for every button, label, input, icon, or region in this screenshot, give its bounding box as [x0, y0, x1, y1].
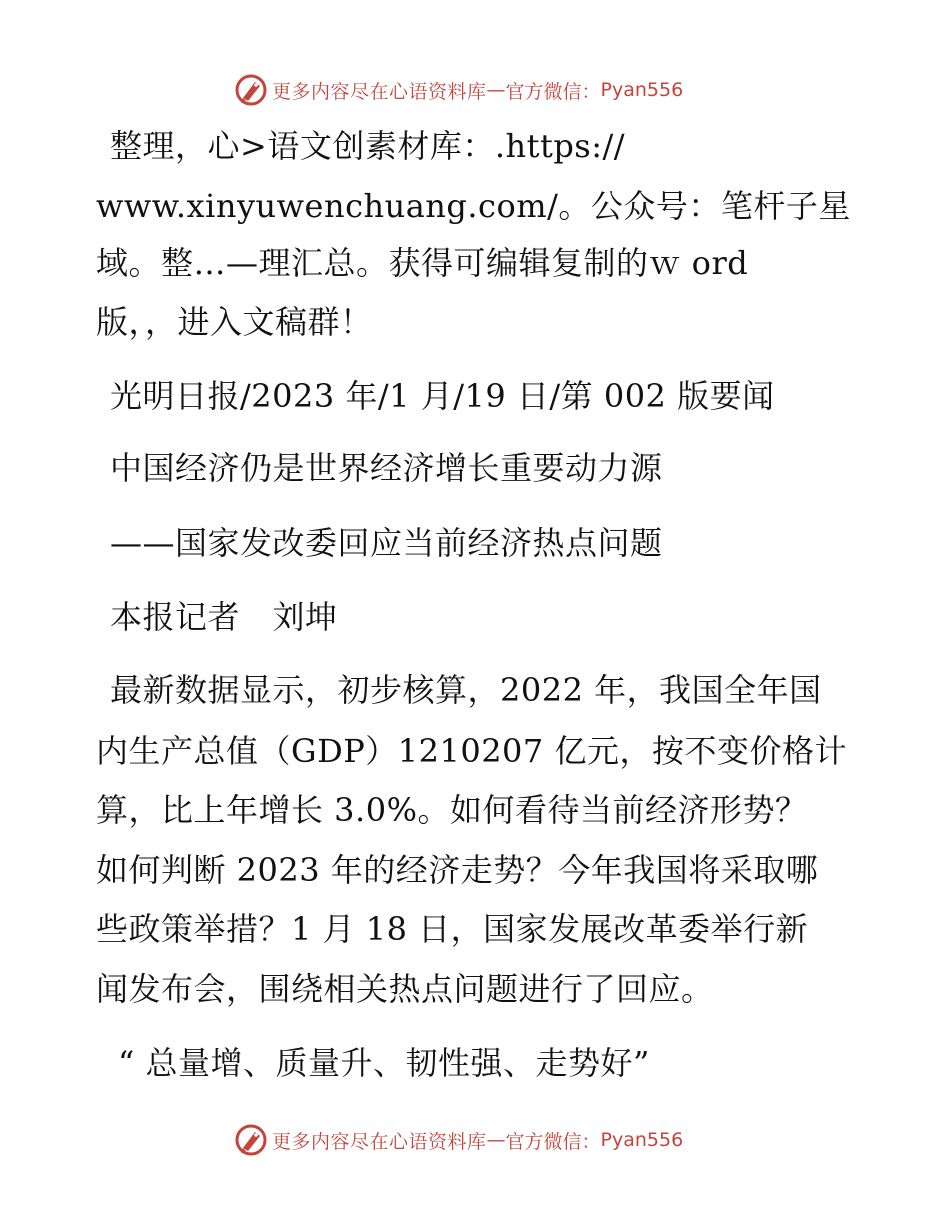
body-line-6: 闻发布会，围绕相关热点问题进行了回应。: [96, 970, 714, 1008]
body-line-1: 最新数据显示，初步核算，2022 年，我国全年国: [110, 671, 822, 709]
header-banner: [234, 72, 683, 108]
article-byline: 本报记者 刘坤: [110, 598, 338, 636]
banner-wechat-id: Pyan556: [600, 1129, 684, 1151]
banner-separator: —: [486, 79, 506, 101]
body-line-5: 些政策举措？1 月 18 日，国家发展改革委举行新: [96, 910, 809, 948]
article-subtitle: ——国家发改委回应当前经济热点问题: [110, 524, 663, 562]
banner-official-label: 官方微信：: [505, 1130, 601, 1153]
banner-wechat-id: Pyan556: [600, 79, 684, 101]
banner-official-label: 官方微信：: [505, 80, 601, 103]
pen-nib-logo-icon: [234, 1123, 268, 1157]
article-title: 中国经济仍是世界经济增长重要动力源: [110, 449, 663, 487]
body-line-2: 内生产总值（GDP）1210207 亿元，按不变价格计: [96, 732, 847, 770]
banner-brand: 更多内容尽在心语资料库: [272, 1130, 487, 1153]
intro-line-3: 域。整…—理汇总。获得可编辑复制的ｗ ord: [96, 244, 749, 282]
intro-line-2: www.xinyuwenchuang.com/。公众号：笔杆子星: [96, 187, 851, 225]
footer-banner: [234, 1122, 683, 1158]
banner-brand: 更多内容尽在心语资料库: [272, 80, 487, 103]
body-line-4: 如何判断 2023 年的经济走势？今年我国将采取哪: [96, 851, 819, 889]
pen-nib-logo-icon: [234, 73, 268, 107]
banner-separator: —: [486, 1129, 506, 1151]
article-source: 光明日报/2023 年/1 月/19 日/第 002 版要闻: [110, 377, 775, 415]
intro-line-4: 版，，进入文稿群！: [96, 303, 373, 341]
intro-line-1: 整理，心>语文创素材库：.https://: [110, 127, 626, 165]
body-line-3: 算，比上年增长 3.0%。如何看待当前经济形势？: [96, 791, 808, 829]
section-heading: “ 总量增、质量升、韧性强、走势好”: [118, 1044, 650, 1082]
